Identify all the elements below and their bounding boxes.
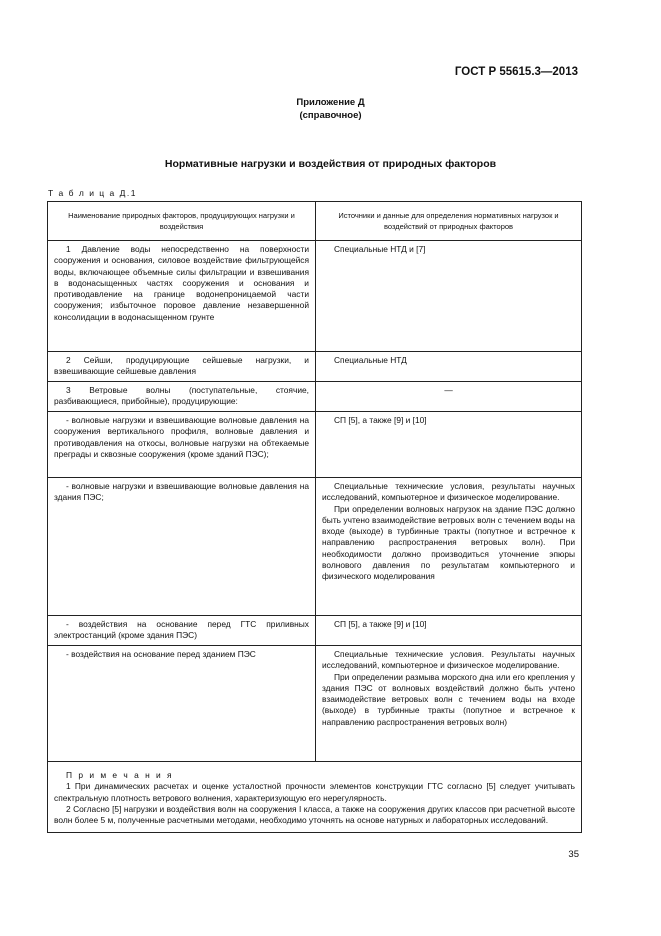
table-row	[48, 382, 582, 412]
factor-cell: 1 Давление воды непосредственно на поверхности сооружения и основания, силовое воздействие фильтрующейся воды, включающее объемные силы фильтрации и взвешивания в водонасыщенных частях сооружения и основания и противодавление на границе водонепроницаемой части сооружения; избыточное поровое давление незавершенной консолидации в водонасыщенном грунте	[54, 244, 309, 322]
table-row	[48, 241, 582, 352]
source-cell: Специальные технические условия, результаты научных исследований, компьютерное и физическое моделирование.	[322, 481, 575, 503]
table-row	[48, 412, 582, 478]
appendix-heading	[0, 96, 661, 122]
source-cell: Специальные НТД	[334, 355, 407, 365]
loads-table	[47, 201, 582, 833]
table-header-row	[48, 202, 582, 241]
table-row	[48, 352, 582, 382]
column-header-sources: Источники и данные для определения нормативных нагрузок и воздействий от природных факторов	[316, 202, 582, 241]
source-cell: Специальные НТД и [7]	[334, 244, 426, 254]
factor-cell: - волновые нагрузки и взвешивающие волновые давления на сооружения вертикального профиля, волновые давления и противодавления на откосы, волновые нагрузки на обтекаемые преграды и сквозные сооружения (кроме зданий ПЭС);	[54, 415, 309, 459]
appendix-title: Приложение Д	[296, 97, 365, 108]
table-label: Т а б л и ц а Д.1	[48, 188, 137, 198]
factor-cell: - воздействия на основание перед ГТС приливных электростанций (кроме здания ПЭС)	[54, 619, 309, 641]
factor-cell: - волновые нагрузки и взвешивающие волновые давления на здания ПЭС;	[54, 481, 309, 503]
source-cell: —	[444, 385, 453, 395]
table-row	[48, 646, 582, 762]
section-title: Нормативные нагрузки и воздействия от природных факторов	[164, 158, 497, 170]
column-header-factors: Наименование природных факторов, продуцирующих нагрузки и воздействия	[48, 202, 316, 241]
source-cell: Специальные технические условия. Результаты научных исследований, компьютерное и физическое моделирование.	[322, 649, 575, 671]
source-cell: СП [5], а также [9] и [10]	[334, 415, 427, 425]
source-cell: СП [5], а также [9] и [10]	[334, 619, 427, 629]
notes-heading: П р и м е ч а н и я	[66, 770, 174, 780]
note-item: 1 При динамических расчетах и оценке усталостной прочности элементов конструкции ГТС согласно [5] следует учитывать спектральную плотность ветрового волнения, характеризующую его нерегулярность.	[54, 781, 575, 803]
table-row	[48, 478, 582, 616]
document-code: ГОСТ Р 55615.3—2013	[454, 66, 578, 78]
appendix-subtitle: (справочное)	[299, 110, 362, 121]
factor-cell: 2 Сейши, продуцирующие сейшевые нагрузки, и взвешивающие сейшевые давления	[54, 355, 309, 377]
factor-cell: 3 Ветровые волны (поступательные, стоячие, разбивающиеся, прибойные), продуцирующие:	[54, 385, 309, 407]
note-item: 2 Согласно [5] нагрузки и воздействия волн на сооружения I класса, а также на сооружения других классов при расчетной высоте волн более 5 м, полученные расчетными методами, необходимо уточнять на основе натурных и лабораторных исследований.	[54, 803, 575, 826]
source-cell-paragraph: При определении размыва морского дна или его крепления у здания ПЭС от волновых воздействий должно быть учтено взаимодействие ветровых волн с течением воды на входе (выходе) в турбинные тракты (попутное и встречное к направлению распространения ветровых волн)	[322, 671, 575, 727]
table-row	[48, 616, 582, 646]
factor-cell: - воздействия на основание перед зданием ПЭС	[66, 649, 256, 659]
source-cell-paragraph: При определении волновых нагрузок на здание ПЭС должно быть учтено взаимодействие ветровых волн с течением воды на входе (выходе) в турбинные тракты (попутное и встречное к направлению распространения ветровых волн). При необходимости должно производиться уточнение эпюры волнового давления по результатам компьютерного и физического моделирования	[322, 503, 575, 582]
page-number: 35	[568, 849, 579, 860]
notes-row	[48, 762, 582, 833]
